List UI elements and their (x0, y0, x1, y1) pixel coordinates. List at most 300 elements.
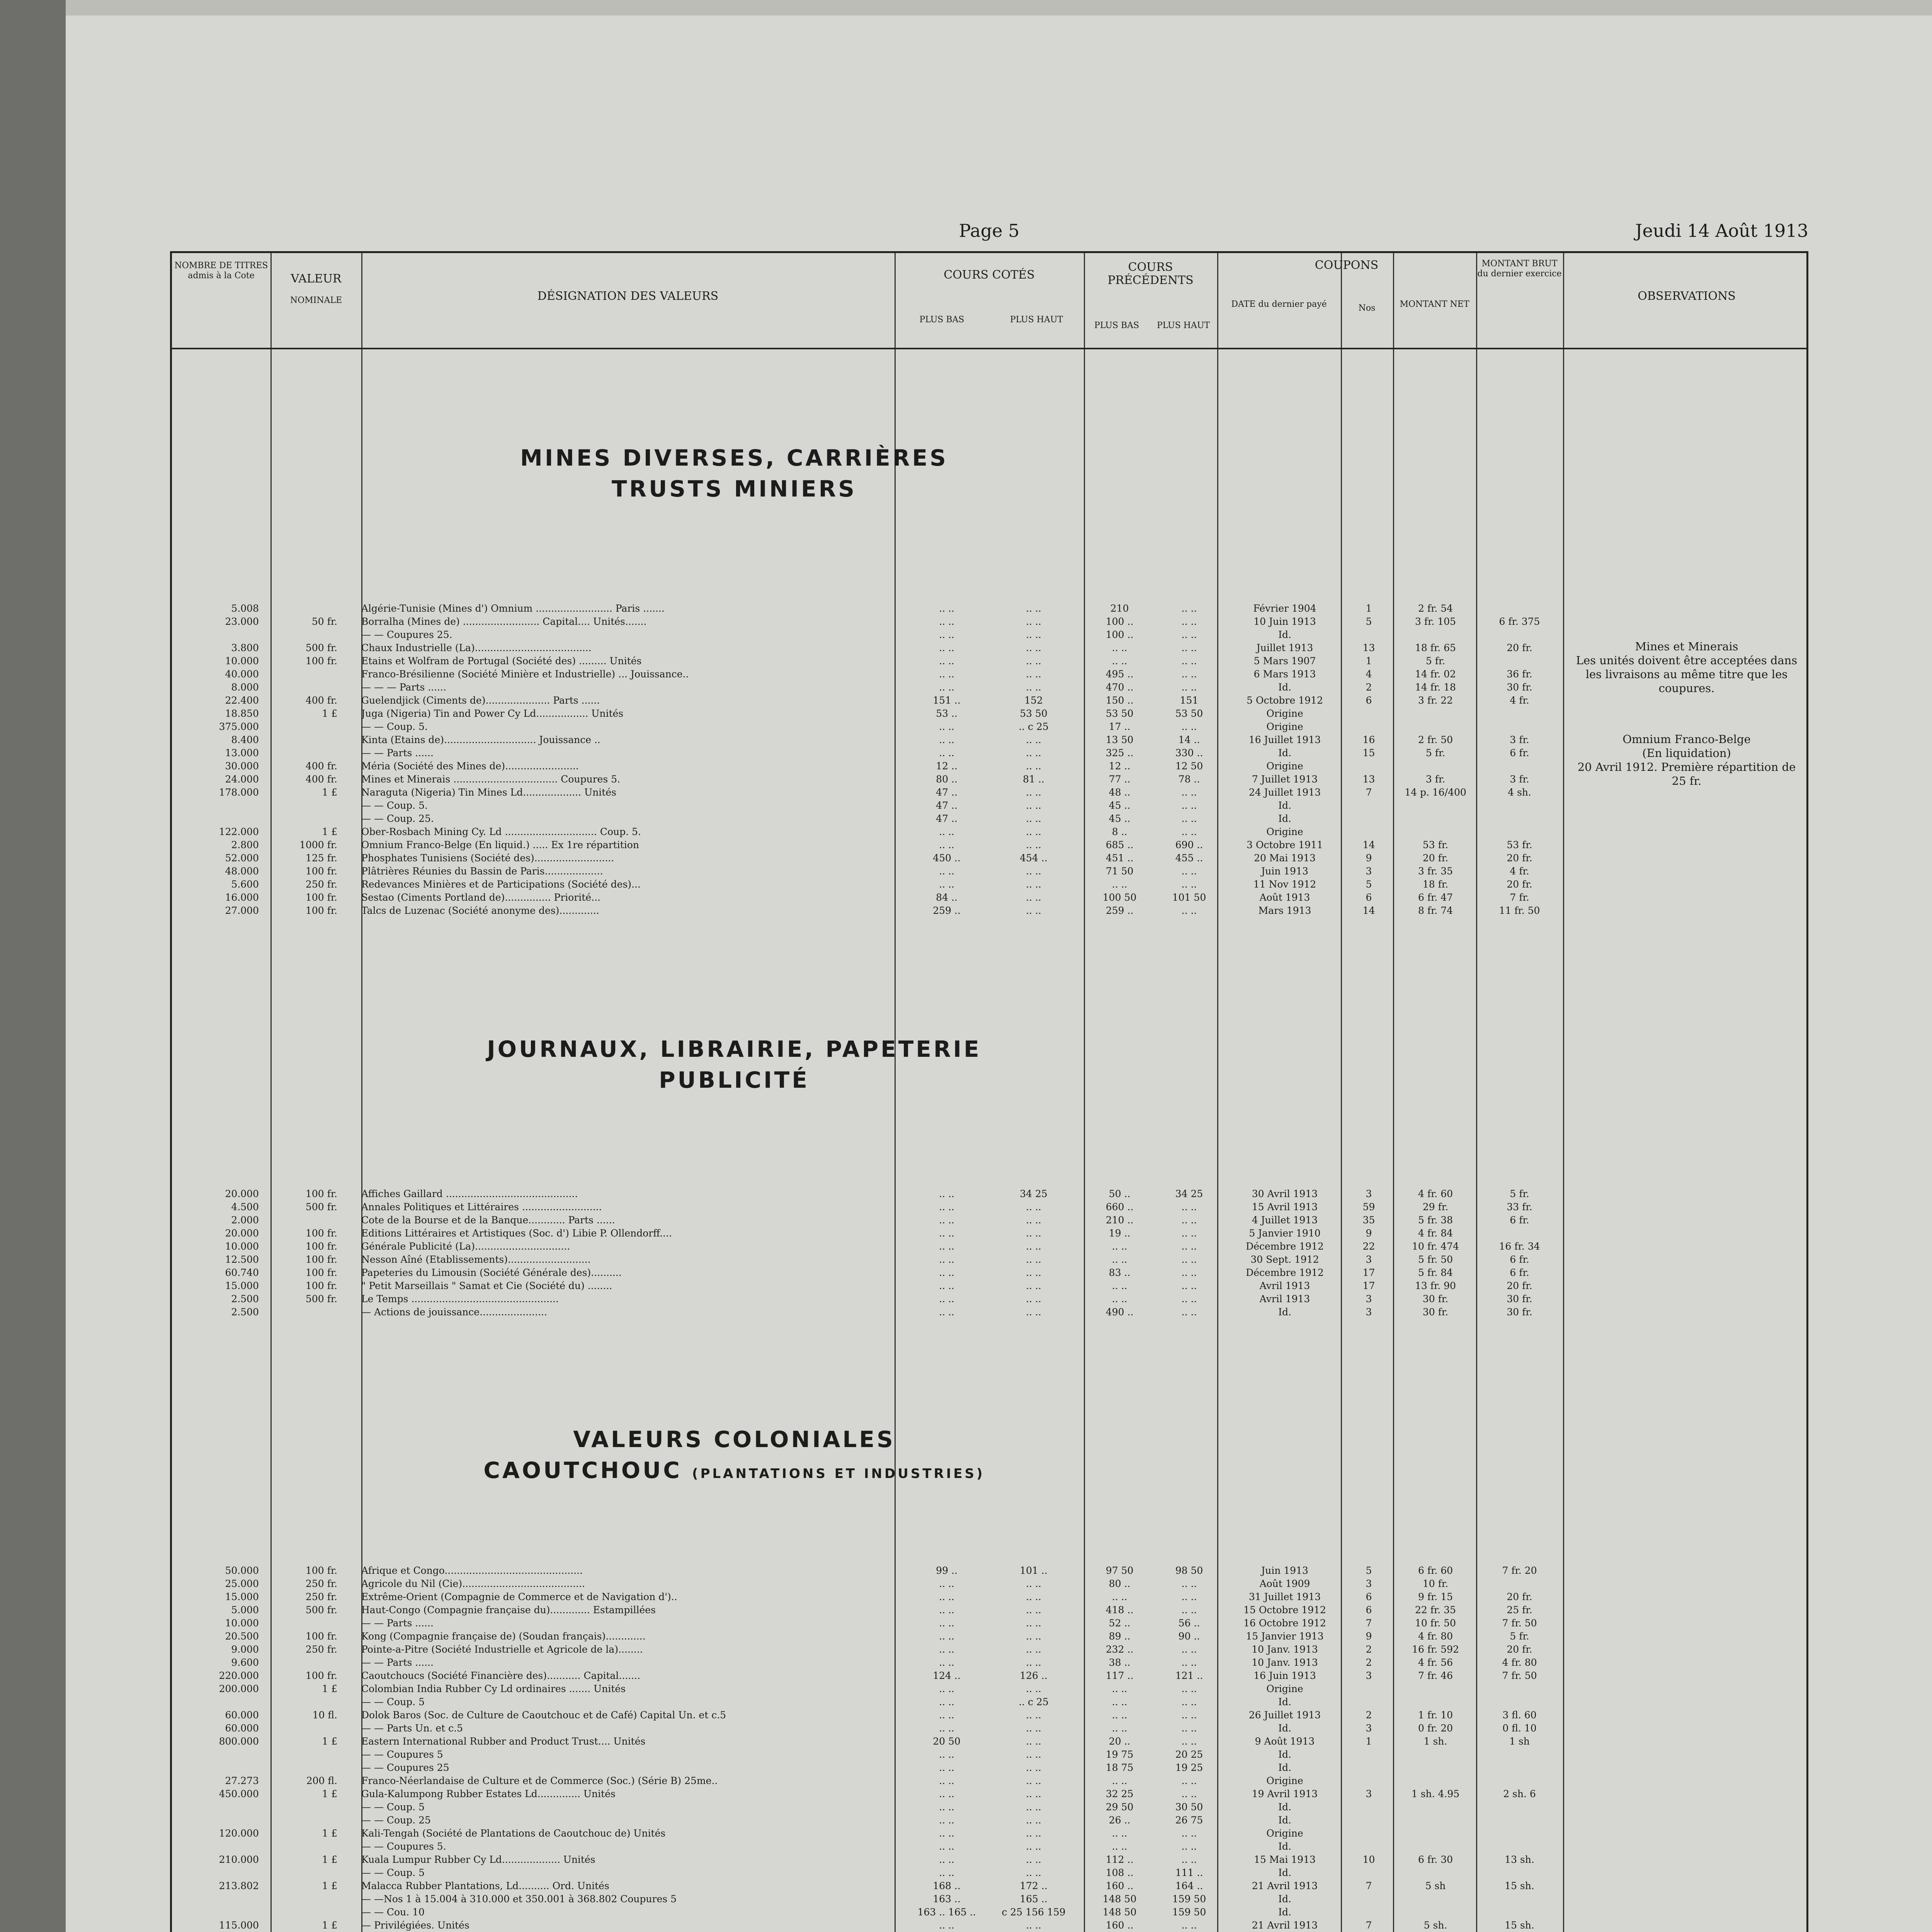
table-row (172, 1709, 1806, 1721)
montant-brut: 7 fr. (1510, 892, 1529, 903)
titres-count: 10.000 (225, 1241, 259, 1252)
titres-count: 122.000 (219, 826, 259, 837)
precedent-plus-haut: 20 25 (1175, 1749, 1203, 1760)
titres-count: 60.000 (225, 1723, 259, 1734)
precedent-plus-bas: 117 .. (1105, 1670, 1134, 1681)
observation-title: Omnium Franco-Belge (1622, 733, 1751, 746)
cours-plus-haut: 53 50 (1020, 708, 1048, 719)
titres-count: 450.000 (219, 1788, 259, 1799)
precedent-plus-bas: 48 .. (1109, 787, 1131, 798)
titres-count: 12.500 (225, 1254, 259, 1265)
coupon-number: 5 (1366, 879, 1372, 890)
precedent-plus-bas: 38 .. (1109, 1657, 1131, 1668)
titres-count: 3.800 (231, 642, 259, 653)
montant-net: 5 fr. (1425, 747, 1446, 759)
coupon-date: 11 Nov 1912 (1253, 879, 1316, 890)
montant-net: 30 fr. (1422, 1293, 1449, 1304)
cours-plus-bas: .. .. (939, 668, 954, 680)
designation: — — Coup. 5. (361, 721, 428, 732)
precedent-plus-haut: .. .. (1181, 1228, 1197, 1239)
nominal-value: 100 fr. (305, 1254, 337, 1265)
nominal-value: 10 fl. (312, 1709, 337, 1721)
montant-brut: 6 fr. (1510, 1254, 1529, 1265)
montant-brut: 25 fr. (1507, 1604, 1532, 1616)
coupon-number: 3 (1366, 1188, 1372, 1199)
designation: — — Coup. 5 (361, 1696, 425, 1708)
cours-plus-bas: .. .. (939, 1775, 954, 1786)
titres-count: 18.850 (225, 708, 259, 719)
cours-plus-haut: .. .. (1026, 616, 1041, 627)
table-row (172, 721, 1806, 733)
nominal-value: 1 £ (322, 1828, 337, 1839)
nominal-value: 1 £ (322, 1736, 337, 1747)
designation: Chaux Industrielle (La)...................................... (361, 642, 592, 653)
table-row (172, 1591, 1806, 1603)
header-coupons: COUPONS (1315, 259, 1379, 272)
montant-net: 14 p. 16/400 (1405, 787, 1466, 798)
precedent-plus-haut: .. .. (1181, 866, 1197, 877)
coupon-number: 17 (1362, 1267, 1375, 1278)
titres-count: 9.000 (231, 1644, 259, 1655)
cours-plus-haut: .. .. (1026, 1709, 1041, 1721)
precedent-plus-haut: .. .. (1181, 682, 1197, 693)
precedent-plus-haut: .. .. (1181, 1306, 1197, 1318)
table-row (172, 695, 1806, 706)
designation: Sestao (Ciments Portland de)............... Priorité... (361, 892, 600, 903)
table-row (172, 1631, 1806, 1642)
titres-count: 16.000 (225, 892, 259, 903)
montant-brut: 6 fr. 375 (1499, 616, 1540, 627)
coupon-date: Origine (1266, 721, 1303, 732)
titres-count: 210.000 (219, 1854, 259, 1865)
table-row (172, 1267, 1806, 1279)
designation: Malacca Rubber Plantations, Ld.......... Ord. Unités (361, 1880, 609, 1891)
montant-net: 6 fr. 30 (1418, 1854, 1453, 1865)
designation: Le Temps ................................................ (361, 1293, 559, 1304)
header-montant-net: MONTANT NET (1400, 299, 1469, 309)
titres-count: 10.000 (225, 1617, 259, 1629)
cours-plus-bas: .. .. (939, 1591, 954, 1602)
precedent-plus-haut: 90 .. (1178, 1631, 1200, 1642)
cours-plus-bas: 168 .. (933, 1880, 961, 1891)
cours-plus-haut: .. .. (1026, 1241, 1041, 1252)
titres-count: 15.000 (225, 1591, 259, 1602)
designation: — — Coup. 5 (361, 1801, 425, 1813)
coupon-date: Id. (1278, 682, 1291, 693)
montant-net: 5 fr. 38 (1418, 1214, 1453, 1226)
cours-plus-bas: 151 .. (933, 695, 961, 706)
nominal-value: 200 fl. (306, 1775, 337, 1786)
precedent-plus-bas: 160 .. (1105, 1880, 1134, 1891)
titres-count: 9.600 (231, 1657, 259, 1668)
nominal-value: 500 fr. (305, 1201, 337, 1213)
montant-net: 4 fr. 60 (1418, 1188, 1453, 1199)
precedent-plus-haut: .. .. (1181, 1293, 1197, 1304)
table-row (172, 879, 1806, 890)
montant-net: 3 fr. (1425, 774, 1446, 785)
montant-brut: 6 fr. (1510, 1214, 1529, 1226)
coupon-number: 3 (1366, 1306, 1372, 1318)
precedent-plus-haut: 330 .. (1175, 747, 1203, 759)
table-row (172, 800, 1806, 811)
montant-brut: 20 fr. (1507, 1280, 1532, 1291)
designation: Kong (Compagnie française de) (Soudan français)............. (361, 1631, 646, 1642)
coupon-number: 5 (1366, 1565, 1372, 1576)
header-cours-cotes: COURS COTÉS (944, 268, 1035, 282)
montant-net: 2 fr. 54 (1418, 603, 1453, 614)
designation: — — Parts ...... (361, 1657, 434, 1668)
montant-brut: 11 fr. 50 (1499, 905, 1540, 916)
header-nominale: NOMINALE (290, 296, 342, 305)
precedent-plus-haut: 78 .. (1178, 774, 1200, 785)
designation: Eastern International Rubber and Product Trust.... Unités (361, 1736, 646, 1747)
montant-net: 22 fr. 35 (1415, 1604, 1456, 1616)
coupon-date: Origine (1266, 826, 1303, 837)
precedent-plus-bas: .. .. (1112, 879, 1128, 890)
coupon-date: Id. (1278, 1306, 1291, 1318)
coupon-date: Id. (1278, 1815, 1291, 1826)
table-row (172, 1578, 1806, 1590)
designation: Talcs de Luzenac (Société anonyme des)............. (361, 905, 599, 916)
table-row (172, 1228, 1806, 1239)
table-row (172, 1565, 1806, 1577)
page-date: Jeudi 14 Août 1913 (1635, 220, 1808, 241)
titres-count: 5.000 (231, 1604, 259, 1616)
titres-count: 115.000 (219, 1920, 259, 1931)
observation-text: 20 Avril 1912. Première répartition de 25 fr. (1577, 760, 1796, 787)
header-observations: OBSERVATIONS (1638, 289, 1736, 303)
cours-plus-bas: 163 .. 165 .. (917, 1906, 976, 1918)
montant-brut: 3 fr. (1510, 734, 1529, 745)
cours-plus-haut: .. .. (1026, 1214, 1041, 1226)
precedent-plus-bas: 259 .. (1105, 905, 1134, 916)
precedent-plus-haut: 164 .. (1175, 1880, 1203, 1891)
precedent-plus-haut: .. .. (1181, 1657, 1197, 1668)
cours-plus-haut: .. .. (1026, 826, 1041, 837)
coupon-date: 15 Octobre 1912 (1243, 1604, 1326, 1616)
precedent-plus-haut: 26 75 (1175, 1815, 1203, 1826)
cours-plus-haut: .. .. (1026, 1723, 1041, 1734)
precedent-plus-haut: .. .. (1181, 1709, 1197, 1721)
coupon-number: 14 (1362, 905, 1375, 916)
precedent-plus-bas: 19 .. (1109, 1228, 1131, 1239)
coupon-number: 2 (1366, 682, 1372, 693)
table-row (172, 1201, 1806, 1213)
titres-count: 375.000 (219, 721, 259, 732)
designation: Nesson Aîné (Etablissements)........................... (361, 1254, 591, 1265)
section-title-line: MINES DIVERSES, CARRIÈRES (520, 445, 948, 471)
cours-plus-haut: .. .. (1026, 1867, 1041, 1878)
precedent-plus-bas: 418 .. (1105, 1604, 1134, 1616)
table-row (172, 826, 1806, 838)
precedent-plus-haut: 101 50 (1172, 892, 1206, 903)
montant-brut: 3 fr. (1510, 774, 1529, 785)
cours-plus-bas: .. .. (939, 1683, 954, 1694)
coupon-date: Février 1904 (1253, 603, 1316, 614)
table-row (172, 1696, 1806, 1708)
montant-brut: 20 fr. (1507, 642, 1532, 653)
precedent-plus-haut: .. .. (1181, 1683, 1197, 1694)
titres-count: 60.000 (225, 1709, 259, 1721)
precedent-plus-bas: 210 (1110, 603, 1129, 614)
titres-count: 50.000 (225, 1565, 259, 1576)
coupon-number: 7 (1366, 1617, 1372, 1629)
coupon-number: 4 (1366, 668, 1372, 680)
precedent-plus-haut: 159 50 (1172, 1893, 1206, 1905)
montant-brut: 13 sh. (1505, 1854, 1534, 1865)
coupon-number: 6 (1366, 1604, 1372, 1616)
cours-plus-bas: 259 .. (933, 905, 961, 916)
nominal-value: 1 £ (322, 708, 337, 719)
cours-plus-bas: .. .. (939, 1696, 954, 1708)
cours-plus-bas: 84 .. (936, 892, 957, 903)
precedent-plus-bas: 32 25 (1105, 1788, 1134, 1799)
table-row (172, 1801, 1806, 1813)
cours-plus-haut: .. .. (1026, 1617, 1041, 1629)
precedent-plus-haut: .. .. (1181, 1591, 1197, 1602)
coupon-date: 10 Juin 1913 (1253, 616, 1316, 627)
cours-plus-haut: c 25 156 159 (1002, 1906, 1066, 1918)
montant-net: 6 fr. 47 (1418, 892, 1453, 903)
coupon-date: 24 Juillet 1913 (1248, 787, 1321, 798)
cours-plus-haut: .. .. (1026, 1201, 1041, 1213)
table-row (172, 1723, 1806, 1734)
cours-plus-haut: .. .. (1026, 668, 1041, 680)
precedent-plus-bas: 210 .. (1105, 1214, 1134, 1226)
nominal-value: 1 £ (322, 1683, 337, 1694)
designation: Etains et Wolfram de Portugal (Société des) ......... Unités (361, 655, 642, 667)
nominal-value: 100 fr. (305, 905, 337, 916)
section-title-line: JOURNAUX, LIBRAIRIE, PAPETERIE (487, 1036, 981, 1062)
titres-count: 48.000 (225, 866, 259, 877)
coupon-date: 16 Juillet 1913 (1248, 734, 1321, 745)
cours-plus-bas: 47 .. (936, 787, 957, 798)
titres-count: 13.000 (225, 747, 259, 759)
nominal-value: 1 £ (322, 826, 337, 837)
header-precedent-plus-bas: PLUS BAS (1094, 321, 1139, 330)
quotation-table (170, 251, 1808, 1932)
designation: Générale Publicité (La)............................... (361, 1241, 570, 1252)
precedent-plus-haut: .. .. (1181, 1854, 1197, 1865)
table-row (172, 1867, 1806, 1879)
coupon-number: 9 (1366, 1631, 1372, 1642)
precedent-plus-bas: 100 50 (1102, 892, 1137, 903)
cours-plus-haut: 152 (1024, 695, 1043, 706)
cours-plus-bas: .. .. (939, 1854, 954, 1865)
cours-plus-haut: .. .. (1026, 655, 1041, 667)
header-plus-haut: PLUS HAUT (1010, 315, 1063, 325)
montant-brut: 4 fr. (1510, 695, 1529, 706)
coupon-date: Décembre 1912 (1246, 1267, 1324, 1278)
precedent-plus-bas: 470 .. (1105, 682, 1134, 693)
cours-plus-haut: .. .. (1026, 1631, 1041, 1642)
nominal-value: 100 fr. (305, 866, 337, 877)
designation: Méria (Société des Mines de)........................ (361, 760, 579, 772)
montant-brut: 7 fr. 50 (1502, 1617, 1537, 1629)
coupon-date: 26 Juillet 1913 (1248, 1709, 1321, 1721)
cours-plus-bas: .. .. (939, 1762, 954, 1773)
cours-plus-haut: .. .. (1026, 1775, 1041, 1786)
montant-net: 4 fr. 56 (1418, 1657, 1453, 1668)
coupon-date: Id. (1278, 1749, 1291, 1760)
cours-plus-haut: 34 25 (1020, 1188, 1048, 1199)
montant-net: 30 fr. (1422, 1306, 1449, 1318)
coupon-date: 5 Janvier 1910 (1249, 1228, 1321, 1239)
designation: Cote de la Bourse et de la Banque............ Parts ...... (361, 1214, 615, 1226)
table-row (172, 866, 1806, 877)
designation: Caoutchoucs (Société Financière des)........... Capital....... (361, 1670, 641, 1681)
titres-count: 2.500 (231, 1306, 259, 1318)
montant-brut: 1 sh (1509, 1736, 1530, 1747)
precedent-plus-bas: 53 50 (1105, 708, 1134, 719)
designation: — — Coup. 25 (361, 1815, 431, 1826)
titres-count: 2.000 (231, 1214, 259, 1226)
precedent-plus-bas: 45 .. (1109, 800, 1131, 811)
montant-brut: 15 sh. (1505, 1920, 1534, 1931)
cours-plus-bas: .. .. (939, 1214, 954, 1226)
titres-count: 8.400 (231, 734, 259, 745)
designation: — — Parts Un. et c.5 (361, 1723, 463, 1734)
montant-brut: 30 fr. (1507, 1306, 1532, 1318)
coupon-number: 3 (1366, 1254, 1372, 1265)
precedent-plus-bas: 89 .. (1109, 1631, 1131, 1642)
page-header (170, 220, 1808, 243)
cours-plus-bas: 99 .. (936, 1565, 957, 1576)
precedent-plus-bas: 8 .. (1112, 826, 1128, 837)
designation: Mines et Minerais .................................. Coupures 5. (361, 774, 621, 785)
nominal-value: 125 fr. (305, 852, 337, 864)
designation: — Privilégiées. Unités (361, 1920, 469, 1931)
cours-plus-bas: .. .. (939, 1723, 954, 1734)
precedent-plus-bas: 100 .. (1105, 629, 1134, 640)
precedent-plus-haut: 690 .. (1175, 839, 1203, 850)
montant-net: 8 fr. 74 (1418, 905, 1453, 916)
montant-brut: 6 fr. (1510, 1267, 1529, 1278)
nominal-value: 1000 fr. (299, 839, 337, 850)
montant-net: 5 sh. (1423, 1920, 1447, 1931)
coupon-date: 31 Juillet 1913 (1248, 1591, 1321, 1602)
cours-plus-bas: .. .. (939, 1280, 954, 1291)
cours-plus-haut: .. .. (1026, 1683, 1041, 1694)
montant-brut: 53 fr. (1507, 839, 1532, 850)
designation: Juga (Nigeria) Tin and Power Cy Ld................. Unités (361, 708, 624, 719)
table-row (172, 1841, 1806, 1852)
coupon-number: 3 (1366, 1670, 1372, 1681)
coupon-number: 5 (1366, 616, 1372, 627)
coupon-number: 1 (1366, 603, 1372, 614)
precedent-plus-bas: 12 .. (1109, 760, 1131, 772)
table-row (172, 629, 1806, 641)
montant-net: 53 fr. (1422, 839, 1449, 850)
montant-brut: 36 fr. (1507, 668, 1532, 680)
designation: Haut-Congo (Compagnie française du)............. Estampillées (361, 1604, 656, 1616)
precedent-plus-haut: .. .. (1181, 616, 1197, 627)
montant-net: 10 fr. 50 (1415, 1617, 1456, 1629)
designation: — —Nos 1 à 15.004 à 310.000 et 350.001 à 368.802 Coupures 5 (361, 1893, 677, 1905)
montant-brut: 5 fr. (1510, 1631, 1529, 1642)
coupon-number: 2 (1366, 1657, 1372, 1668)
cours-plus-bas: .. .. (939, 1920, 954, 1931)
montant-net: 3 fr. 22 (1418, 695, 1453, 706)
table-row (172, 1670, 1806, 1682)
designation: Ober-Rosbach Mining Cy. Ld .............................. Coup. 5. (361, 826, 641, 837)
cours-plus-bas: .. .. (939, 1267, 954, 1278)
table-row (172, 1920, 1806, 1931)
cours-plus-bas: .. .. (939, 603, 954, 614)
montant-brut: 6 fr. (1510, 747, 1529, 759)
header-valeur: VALEUR (291, 272, 342, 286)
table-row (172, 774, 1806, 785)
cours-plus-bas: .. .. (939, 839, 954, 850)
cours-plus-haut: .. .. (1026, 1749, 1041, 1760)
montant-net: 1 sh. 4.95 (1411, 1788, 1460, 1799)
precedent-plus-haut: .. .. (1181, 826, 1197, 837)
table-row (172, 1828, 1806, 1839)
designation: Kinta (Etains de).............................. Jouissance .. (361, 734, 600, 745)
designation: — — — Parts ...... (361, 682, 446, 693)
cours-plus-bas: .. .. (939, 1188, 954, 1199)
nominal-value: 100 fr. (305, 655, 337, 667)
coupon-number: 9 (1366, 852, 1372, 864)
cours-plus-bas: 163 .. (933, 1893, 961, 1905)
titres-count: 2.500 (231, 1293, 259, 1304)
designation: Franco-Néerlandaise de Culture et de Commerce (Soc.) (Série B) 25me.. (361, 1775, 718, 1786)
montant-net: 10 fr. (1422, 1578, 1449, 1589)
coupon-date: Août 1913 (1259, 892, 1310, 903)
precedent-plus-bas: .. .. (1112, 1709, 1128, 1721)
nominal-value: 1 £ (322, 1920, 337, 1931)
table-row (172, 1775, 1806, 1787)
precedent-plus-haut: .. .. (1181, 1604, 1197, 1616)
precedent-plus-bas: 52 .. (1109, 1617, 1131, 1629)
coupon-number: 2 (1366, 1709, 1372, 1721)
designation: Redevances Minières et de Participations (Société des)... (361, 879, 641, 890)
coupon-date: Id. (1278, 800, 1291, 811)
precedent-plus-haut: .. .. (1181, 1254, 1197, 1265)
montant-net: 14 fr. 18 (1415, 682, 1456, 693)
header-cours-precedents: COURS PRÉCÉDENTS (1107, 260, 1194, 287)
titres-count: 10.000 (225, 655, 259, 667)
cours-plus-bas: .. .. (939, 1228, 954, 1239)
nominal-value: 250 fr. (305, 1644, 337, 1655)
precedent-plus-haut: .. .. (1181, 655, 1197, 667)
table-row (172, 682, 1806, 693)
cours-plus-haut: .. .. (1026, 1762, 1041, 1773)
designation: Dolok Baros (Soc. de Culture de Caoutchouc et de Café) Capital Un. et c.5 (361, 1709, 726, 1721)
cours-plus-bas: .. .. (939, 1749, 954, 1760)
nominal-value: 250 fr. (305, 1578, 337, 1589)
cours-plus-haut: .. .. (1026, 800, 1041, 811)
precedent-plus-bas: 495 .. (1105, 668, 1134, 680)
table-row (172, 892, 1806, 903)
cours-plus-bas: .. .. (939, 642, 954, 653)
precedent-plus-bas: 148 50 (1102, 1893, 1137, 1905)
nominal-value: 100 fr. (305, 1280, 337, 1291)
cours-plus-haut: 454 .. (1020, 852, 1048, 864)
observation-subtitle: (En liquidation) (1642, 747, 1731, 760)
table-row (172, 1657, 1806, 1668)
table-row (172, 1254, 1806, 1265)
montant-net: 9 fr. 15 (1418, 1591, 1453, 1602)
header-precedent-plus-haut: PLUS HAUT (1156, 321, 1210, 330)
table-row (172, 1241, 1806, 1252)
designation: — Actions de jouissance...................... (361, 1306, 547, 1318)
titres-count: 5.008 (231, 603, 259, 614)
nominal-value: 500 fr. (305, 642, 337, 653)
designation: — — Parts ...... (361, 1617, 434, 1629)
precedent-plus-haut: .. .. (1181, 1775, 1197, 1786)
precedent-plus-haut: .. .. (1181, 642, 1197, 653)
